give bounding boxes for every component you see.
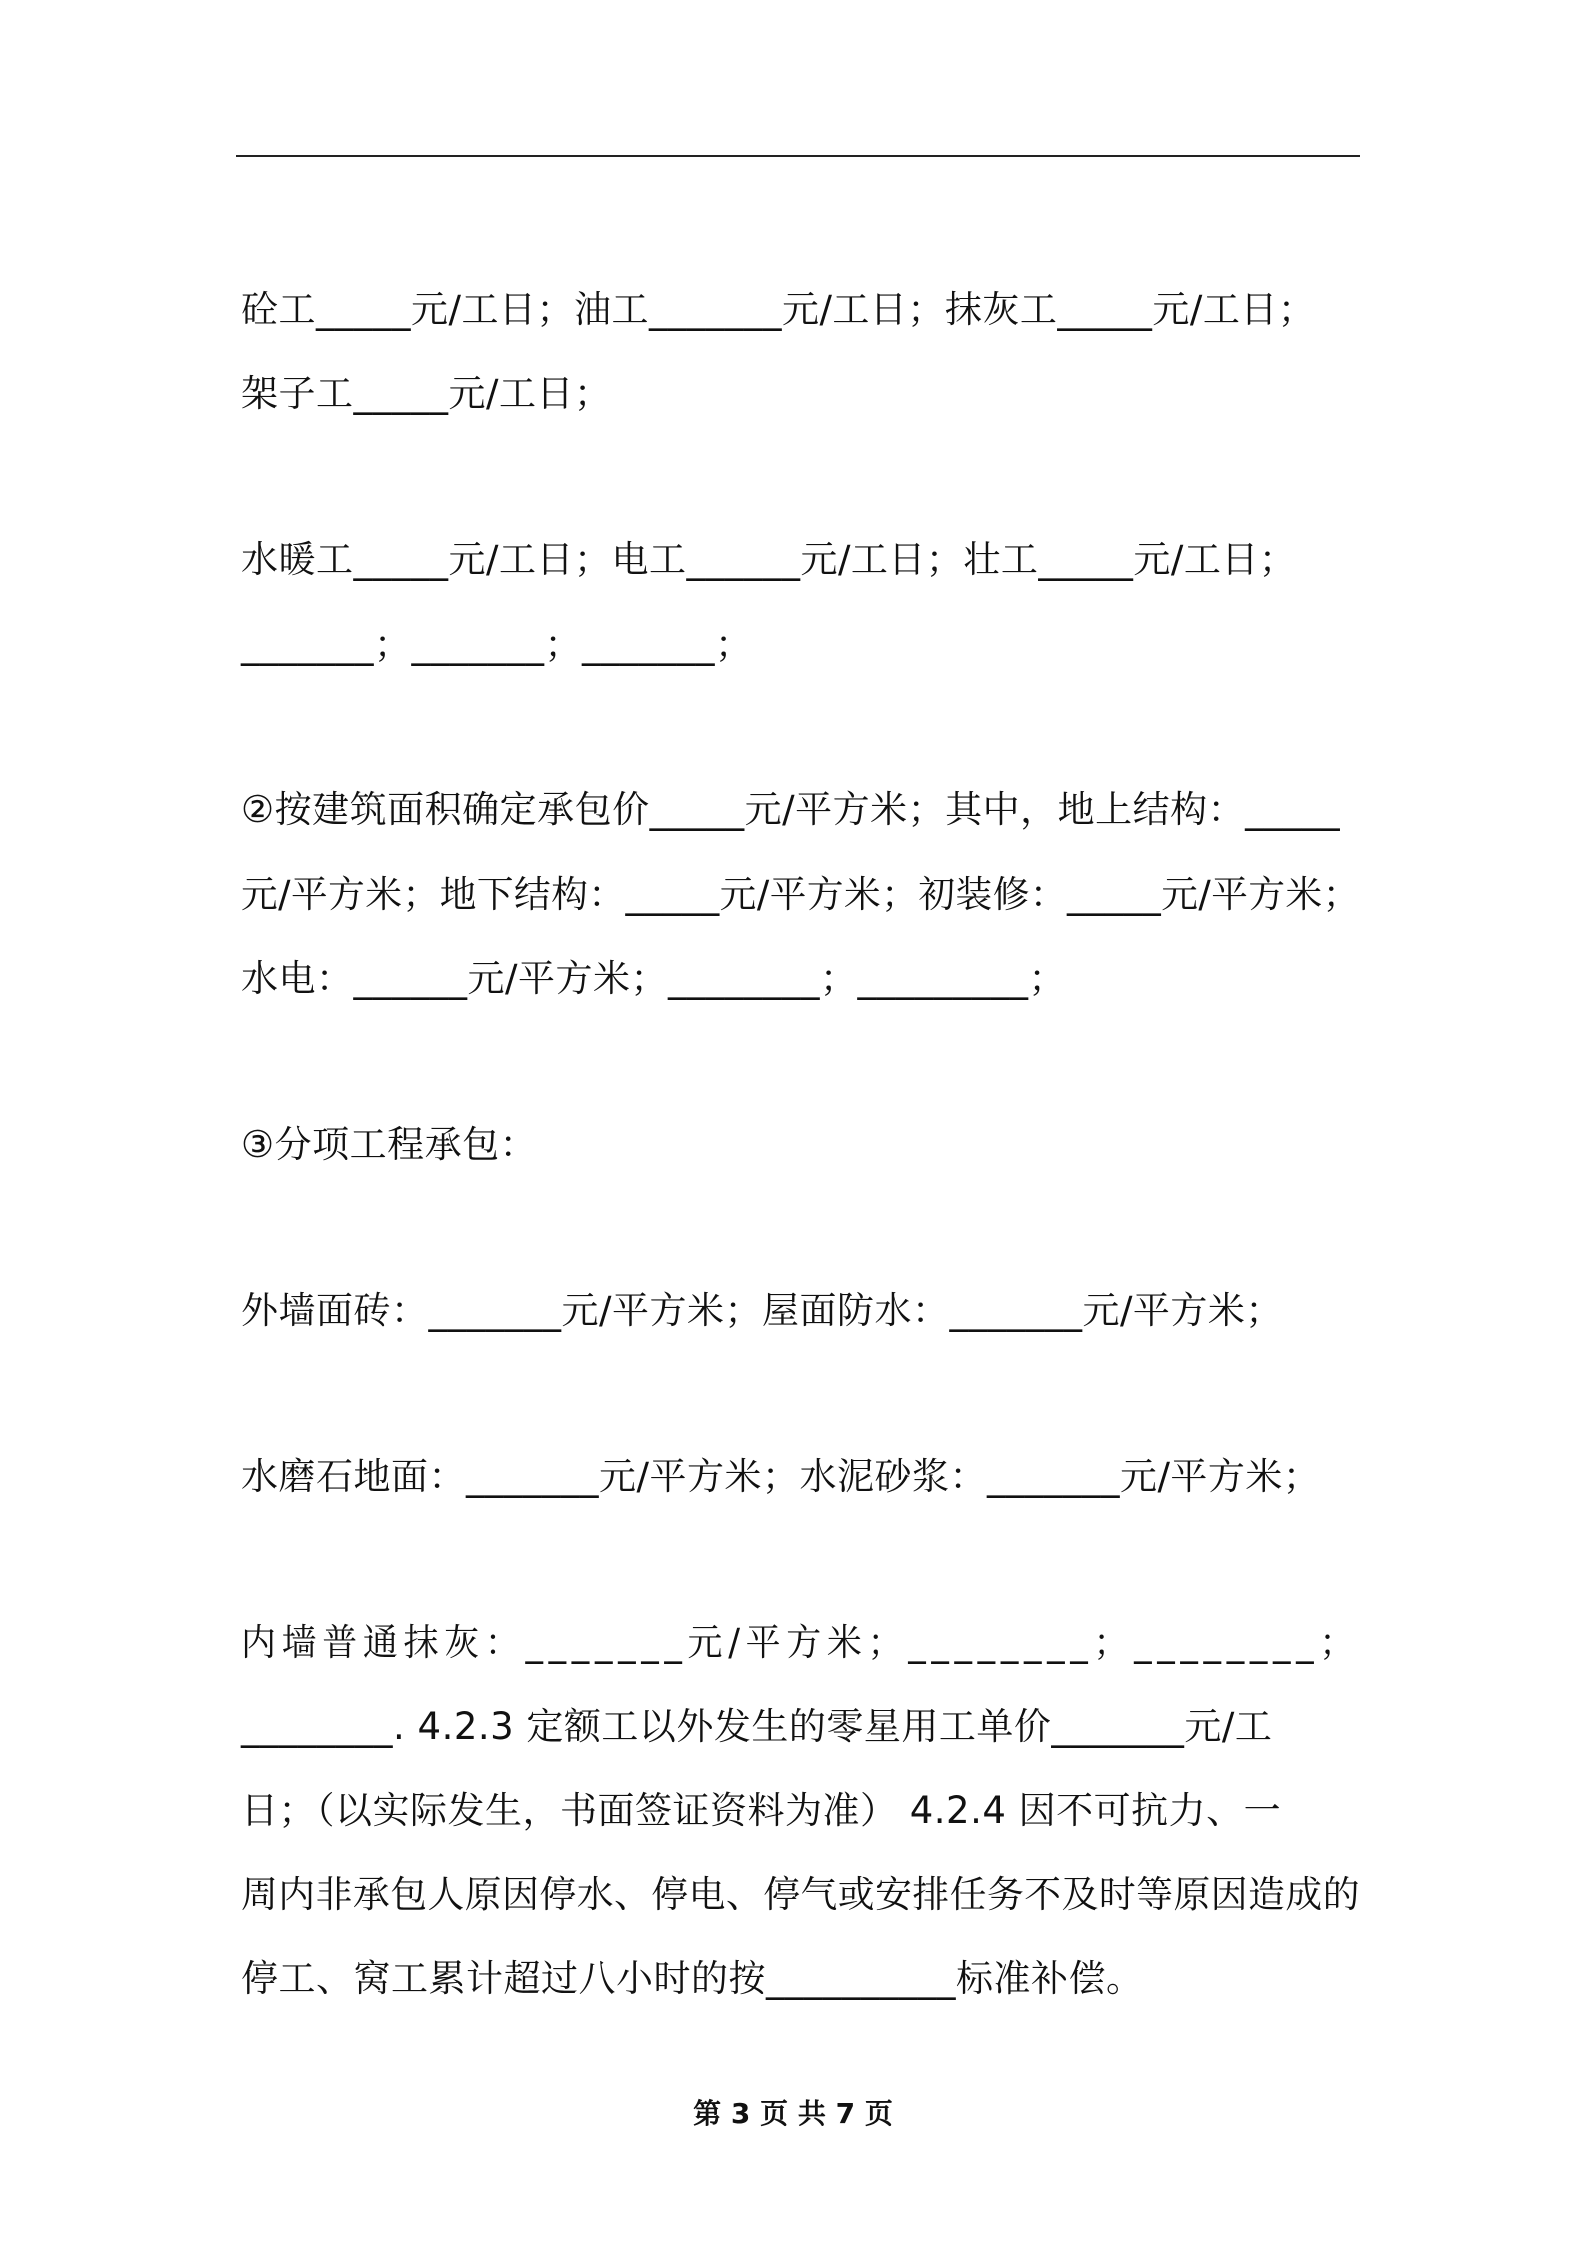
text-line-15: 停工、窝工累计超过八小时的按__________标准补偿。 <box>241 1957 1144 2000</box>
text-line-3: 水暖工_____元/工日；电工______元/工日；壮工_____元/工日； <box>241 538 1297 581</box>
text-line-11: 内墙普通抹灰：_______元/平方米；________；________； <box>241 1621 1360 1664</box>
text-line-1: 砼工_____元/工日；油工_______元/工日；抹灰工_____元/工日； <box>241 288 1316 331</box>
text-line-10: 水磨石地面：_______元/平方米；水泥砂浆：_______元/平方米； <box>241 1455 1321 1498</box>
text-line-8: ③分项工程承包： <box>241 1123 538 1166</box>
text-line-14: 周内非承包人原因停水、停电、停气或安排任务不及时等原因造成的 <box>241 1873 1360 1916</box>
header-rule <box>236 155 1360 157</box>
text-line-5: ②按建筑面积确定承包价_____元/平方米；其中，地上结构：_____ <box>241 788 1341 831</box>
text-line-7: 水电：______元/平方米；________；_________； <box>241 957 1066 1000</box>
text-line-12: ________. 4.2.3 定额工以外发生的零星用工单价_______元/工 <box>241 1705 1273 1748</box>
text-line-4: _______；_______；_______； <box>241 623 753 666</box>
text-line-2: 架子工_____元/工日； <box>241 372 612 415</box>
text-line-13: 日；（以实际发生，书面签证资料为准） 4.2.4 因不可抗力、一 <box>241 1789 1282 1832</box>
text-line-9: 外墙面砖：_______元/平方米；屋面防水：_______元/平方米； <box>241 1289 1283 1332</box>
text-line-6: 元/平方米；地下结构：_____元/平方米；初装修：_____元/平方米； <box>241 873 1360 916</box>
page-number: 第 3 页 共 7 页 <box>693 2097 893 2130</box>
